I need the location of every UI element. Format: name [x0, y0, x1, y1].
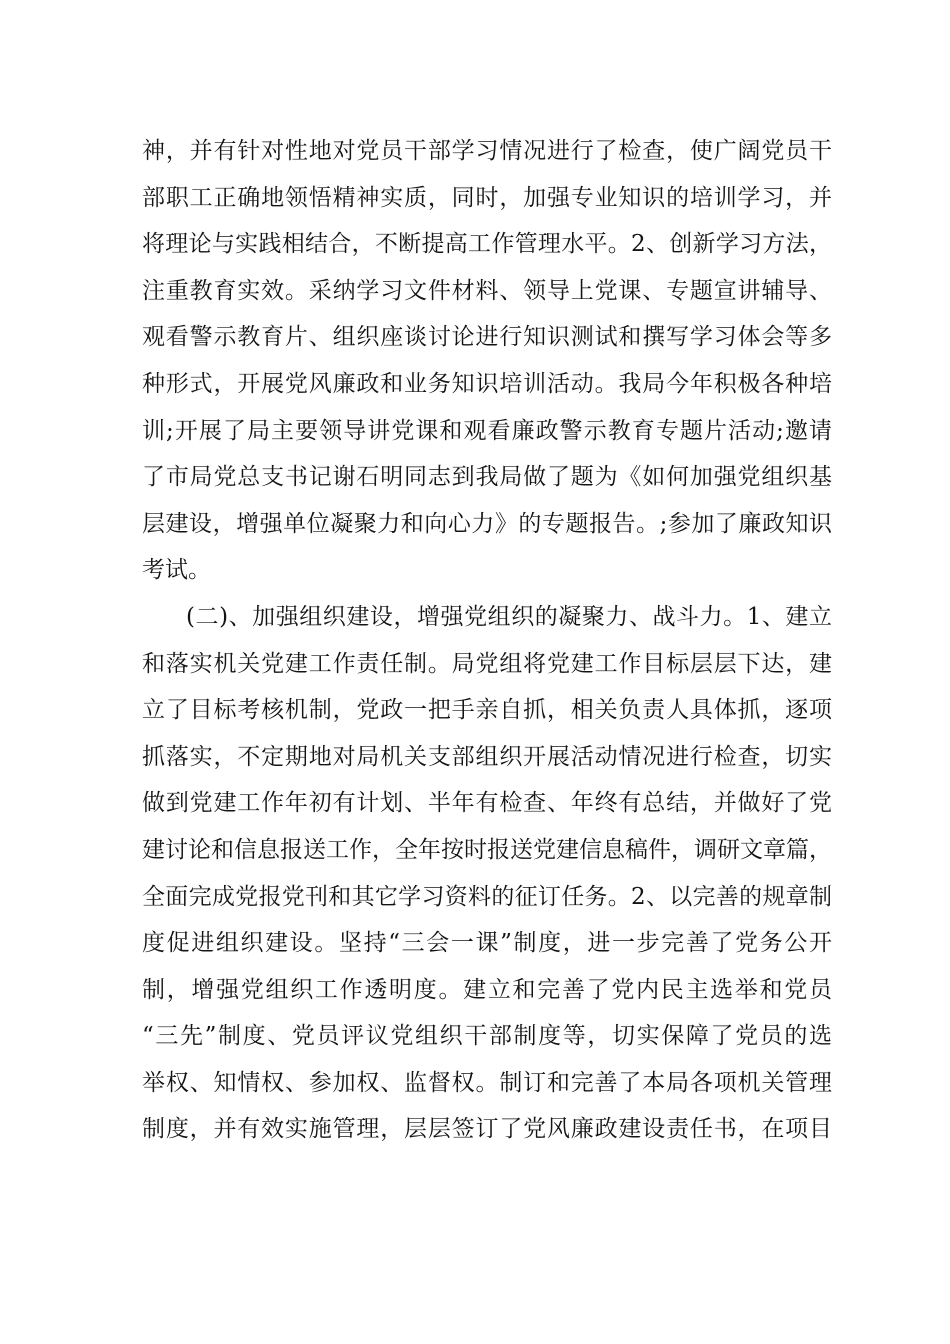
text-line: 建讨论和信息报送工作，全年按时报送党建信息稿件，调研文章篇，: [142, 836, 832, 863]
text-line: “三先”制度、党员评议党组织干部制度等，切实保障了党员的选: [142, 1023, 832, 1050]
text-line: 部职工正确地领悟精神实质，同时，加强专业知识的培训学习，并: [142, 184, 832, 211]
text-line: 全面完成党报党刊和其它学习资料的征订任务。2、以完善的规章制: [142, 883, 832, 910]
text-line: 举权、知情权、参加权、监督权。制订和完善了本局各项机关管理: [142, 1069, 832, 1096]
text-line: 将理论与实践相结合，不断提高工作管理水平。2、创新学习方法，: [142, 231, 832, 258]
text-line: 考试。: [142, 557, 211, 584]
body-text: [142, 128, 832, 1153]
text-line: 制，增强党组织工作透明度。建立和完善了党内民主选举和党员: [142, 976, 832, 1003]
text-line: 抓落实，不定期地对局机关支部组织开展活动情况进行检查，切实: [142, 743, 832, 770]
text-line: 和落实机关党建工作责任制。局党组将党建工作目标层层下达，建: [142, 650, 832, 677]
text-line: 神，并有针对性地对党员干部学习情况进行了检查，使广阔党员干: [142, 138, 832, 164]
text-line: 制度，并有效实施管理，层层签订了党风廉政建设责任书，在项目: [142, 1116, 832, 1143]
text-line: 训;开展了局主要领导讲党课和观看廉政警示教育专题片活动;邀请: [142, 417, 832, 444]
paragraph-heading-line: (二)、加强组织建设，增强党组织的凝聚力、战斗力。1、建立: [186, 603, 832, 630]
text-line: 种形式，开展党风廉政和业务知识培训活动。我局今年积极各种培: [142, 370, 832, 397]
text-line: 观看警示教育片、组织座谈讨论进行知识测试和撰写学习体会等多: [142, 324, 832, 351]
text-line: 了市局党总支书记谢石明同志到我局做了题为《如何加强党组织基: [142, 464, 832, 491]
text-line: 度促进组织建设。坚持“三会一课”制度，进一步完善了党务公开: [142, 930, 832, 957]
text-line: 做到党建工作年初有计划、半年有检查、年终有总结，并做好了党: [142, 790, 832, 817]
text-line: 层建设，增强单位凝聚力和向心力》的专题报告。;参加了廉政知识: [142, 510, 832, 537]
text-line: 立了目标考核机制，党政一把手亲自抓，相关负责人具体抓，逐项: [142, 697, 832, 724]
text-line: 注重教育实效。采纳学习文件材料、领导上党课、专题宣讲辅导、: [142, 277, 832, 304]
